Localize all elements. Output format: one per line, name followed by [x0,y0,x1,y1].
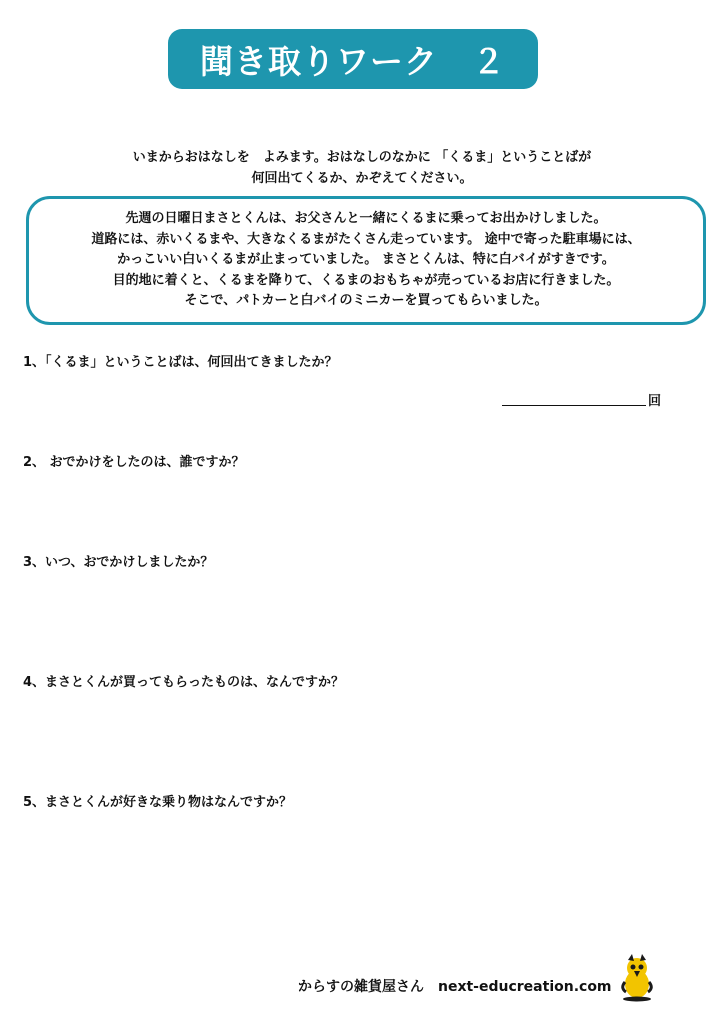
instructions [0,147,724,189]
mascot-eye [639,965,644,970]
crow-mascot-icon [618,954,656,1002]
footer-credit: からすの雑貨屋さん next-educreation.com [298,979,612,995]
question-5: 5、まさとくんが好きな乗り物はなんですか？ [23,795,293,810]
instruction-line: 何回出てくるか、かぞえてください。 [251,171,473,186]
answer-blank[interactable] [502,388,646,406]
mascot-eye [631,965,636,970]
mascot-base [623,997,651,1002]
question-2: 2、 おでかけをしたのは、誰ですか？ [23,455,245,470]
story-line: 道路には、赤いくるまや、大きなくるまがたくさん走っています。 途中で寄った駐車場には、 [91,231,641,247]
question-3: 3、いつ、おでかけしましたか？ [23,555,214,570]
story-box [26,196,706,325]
question-1: 1、「くるま」ということばは、何回出てきましたか？ [23,355,338,370]
question-4: 4、まさとくんが買ってもらったものは、なんですか？ [23,675,345,690]
page-title: 聞き取りワーク ２ [200,41,506,81]
story-line: 先週の日曜日まさとくんは、お父さんと一緒にくるまに乗ってお出かけしました。 [125,211,607,227]
story-line: そこで、パトカーと白バイのミニカーを買ってもらいました。 [184,293,548,309]
title-banner [168,29,538,89]
story-line: かっこいい白いくるまが止まっていました。 まさとくんは、特に白バイがすきです。 [117,252,615,268]
story-line: 目的地に着くと、くるまを降りて、くるまのおもちゃが売っているお店に行きました。 [112,272,620,288]
instruction-line: いまからおはなしを よみます。おはなしのなかに 「くるま」ということばが [132,150,592,165]
answer-unit: 回 [648,394,662,409]
